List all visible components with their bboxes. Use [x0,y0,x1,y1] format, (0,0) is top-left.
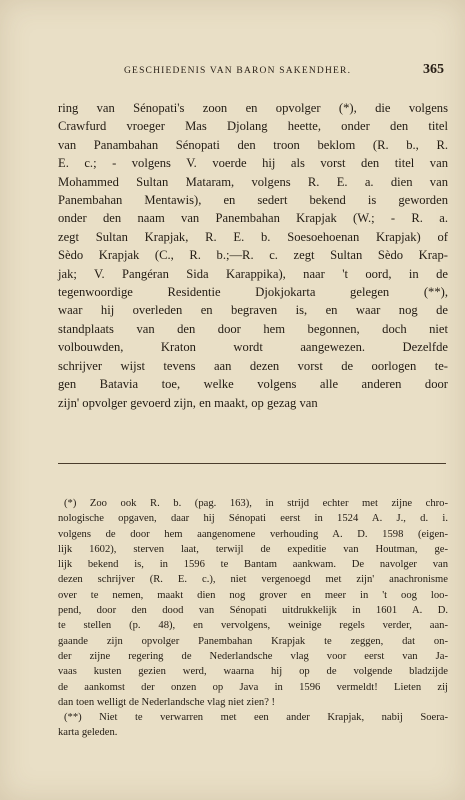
text-line: ring van Sénopati's zoon en opvolger (*), die volgens [58,101,448,115]
text-line: gen Batavia toe, welke volgens alle anderen door [58,377,448,392]
footnote-line: dan toen welligt de Nederlandsche vlag niet zien? ! [58,696,276,708]
text-line: Sèdo Krapjak (C., R. b.;—R. c. zegt Sultan Sèdo Krap- [58,248,448,263]
footnote-line: (*) Zoo ook R. b. (pag. 163), in strijd echter met zijne chro- [64,498,448,509]
footnote-line: lijk 1602), sterven laat, terwijl de expeditie van Houtman, ge- [58,543,448,555]
page-number: 365 [423,62,444,77]
footnote-line: over te nemen, maakt dien nog grover en meer in 't oog loo- [58,589,448,601]
text-line: onder den naam van Panembahan Krapjak (W.; - R. a. [58,211,448,226]
footnote-line: vaas kusten gezien werd, waarna hij op de volgende bladzijde [58,666,448,678]
footnote-line: volgens de door hem aangenomene verhouding A. D. 1598 (eigen- [58,528,448,540]
footnote-line: dezen schrijver (R. E. c.), niet vergenoegd met zijn' anachronisme [58,574,448,586]
footnote-line: der zijne regering de Nederlandsche vlag voor eerst van Ja- [58,650,448,662]
footnote-line: te stellen (p. 48), en vervolgens, weinige regels verder, aan- [58,620,448,632]
text-line: Crawfurd vroeger Mas Djolang heette, onder den titel [58,119,448,134]
footnote-line: lijk bekend is, in 1596 te Bantam aankwam. De navolger van [58,559,448,571]
text-line: E. c.; - volgens V. voerde hij als vorst den titel van [58,156,448,171]
footnote-line: pend, door den dood van Sénopati uitdrukkelijk in 1601 A. D. [58,605,448,617]
text-line: Mohammed Sultan Mataram, volgens R. E. a. dien van [58,174,448,189]
footnotes [58,496,448,741]
text-line: zegt Sultan Krapjak, R. E. b. Soesoehoenan Krapjak) of [58,229,448,244]
footnote-line: de aankomst der onzen op Java in 1596 vermeldt! Lieten zij [58,681,448,693]
text-line: schrijver wijst tevens aan dezen vorst de oorlogen te- [58,358,448,373]
footnote-line: nologische opgaven, daar hij Sénopati eerst in 1524 A. J., d. i. [58,513,448,525]
text-line: Panembahan Mentawis), en sedert bekend is geworden [58,193,448,208]
footnote-divider [58,463,446,464]
footnote-line: gaande zijn opvolger Panembahan Krapjak te zeggen, dat on- [58,635,448,647]
footnote-line: karta geleden. [58,727,118,739]
page-header [58,62,448,81]
text-line: zijn' opvolger gevoerd zijn, en maakt, op gezag van [58,395,318,410]
main-text [58,99,448,412]
text-line: van Panambahan Sénopati den troon beklom (R. b., R. [58,137,448,152]
text-line: standplaats van den door hem begonnen, doch niet [58,321,448,336]
running-title: GESCHIEDENIS VAN BARON SAKENDHER. [124,66,352,76]
footnote-line: (**) Niet te verwarren met een ander Krapjak, nabij Soera- [64,712,448,724]
text-line: jak; V. Pangéran Sida Karappika), naar 't oord, in de [58,266,448,281]
text-line: waar hij overleden en begraven is, en waar nog de [58,303,448,318]
text-line: volbouwden, Kraton wordt aangewezen. Dezelfde [58,340,448,355]
text-line: tegenwoordige Residentie Djokjokarta gelegen (**), [58,285,448,300]
